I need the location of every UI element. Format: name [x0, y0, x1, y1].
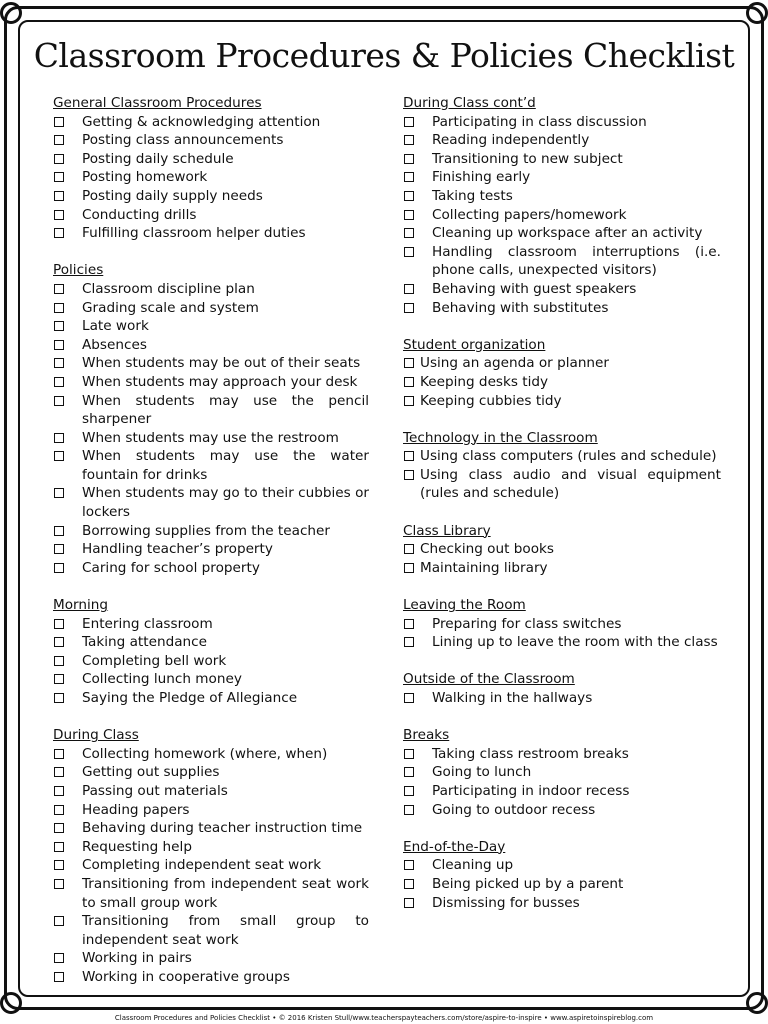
checklist-item-label: Handling classroom interruptions (i.e. phone calls, unexpected visitors) [432, 243, 721, 279]
section-end-of-day [403, 838, 721, 912]
checklist-item-label: Going to outdoor recess [432, 801, 596, 818]
checklist-item-label: Collecting homework (where, when) [82, 745, 328, 762]
checklist-item-label: Transitioning from independent seat work to small group work [82, 875, 369, 911]
checklist-item [53, 559, 369, 578]
checklist-item [53, 224, 369, 243]
checkbox-icon[interactable] [54, 284, 64, 294]
checkbox-icon[interactable] [54, 433, 64, 443]
checklist-item [403, 354, 721, 373]
checklist-item [53, 280, 369, 299]
checkbox-icon[interactable] [404, 154, 414, 164]
checkbox-icon[interactable] [54, 749, 64, 759]
checkbox-icon[interactable] [404, 879, 414, 889]
checkbox-icon[interactable] [404, 451, 414, 461]
section-title: Technology in the Classroom [403, 429, 598, 446]
checkbox-icon[interactable] [404, 749, 414, 759]
checkbox-icon[interactable] [404, 396, 414, 406]
checkbox-icon[interactable] [404, 191, 414, 201]
checklist-item [403, 689, 721, 708]
section-title: During Class cont’d [403, 95, 536, 111]
checklist-item-label: Getting & acknowledging attention [82, 113, 321, 130]
checkbox-icon[interactable] [54, 321, 64, 331]
checklist-item [53, 912, 369, 949]
checklist-item-label: Getting out supplies [82, 764, 220, 781]
checkbox-icon[interactable] [54, 544, 64, 554]
checklist-item [53, 131, 369, 150]
checkbox-icon[interactable] [54, 674, 64, 684]
checklist-item-label: Behaving with substitutes [432, 299, 609, 316]
checklist-item [403, 187, 721, 206]
checkbox-icon[interactable] [54, 228, 64, 238]
checklist-item [53, 540, 369, 559]
checklist-item-label: Taking attendance [82, 634, 207, 651]
checklist-item-label: Posting daily supply needs [82, 187, 263, 204]
checkbox-icon[interactable] [54, 693, 64, 703]
checklist-item [53, 429, 369, 448]
checkbox-icon[interactable] [54, 117, 64, 127]
checklist-item [53, 354, 369, 373]
checklist-item-label: Going to lunch [432, 764, 532, 781]
checklist-item [403, 280, 721, 299]
checklist-item-label: Working in pairs [82, 950, 192, 967]
checklist-item [403, 615, 721, 634]
checklist-item [403, 745, 721, 764]
section-class-library [403, 522, 721, 578]
checkbox-icon[interactable] [54, 358, 64, 368]
checklist-item-label: Completing independent seat work [82, 857, 322, 874]
checkbox-icon[interactable] [54, 154, 64, 164]
checklist-item [403, 633, 721, 652]
checklist-item-label: Grading scale and system [82, 299, 259, 316]
checkbox-icon[interactable] [54, 526, 64, 536]
checklist-item-label: Keeping cubbies tidy [420, 392, 562, 409]
checklist-item [53, 875, 369, 912]
checkbox-icon[interactable] [54, 488, 64, 498]
checkbox-icon[interactable] [404, 284, 414, 294]
checklist-item [53, 801, 369, 820]
checklist-item-label: Posting homework [82, 169, 208, 186]
section-title: Leaving the Room [403, 597, 526, 614]
checkbox-icon[interactable] [54, 396, 64, 406]
checklist-item-label: Completing bell work [82, 652, 227, 669]
checklist-item [403, 447, 721, 466]
section-during-class-cont [403, 94, 721, 317]
checkbox-icon[interactable] [404, 786, 414, 796]
checklist-item-label: Behaving with guest speakers [432, 280, 637, 297]
checklist-item-label: Handling teacher’s property [82, 541, 273, 558]
checklist-item [403, 224, 721, 243]
checklist-item-label: Maintaining library [420, 559, 548, 576]
checklist-item-label: Late work [82, 318, 149, 335]
checklist-item [53, 763, 369, 782]
checkbox-icon[interactable] [54, 377, 64, 387]
checklist-item-label: When students may use the water fountain for drinks [82, 448, 369, 483]
checkbox-icon[interactable] [54, 563, 64, 573]
checkbox-icon[interactable] [404, 637, 414, 647]
checklist-item [403, 540, 721, 559]
checkbox-icon[interactable] [54, 451, 64, 461]
checklist-item-label: Transitioning from small group to independent seat work [82, 913, 369, 948]
checkbox-icon[interactable] [54, 303, 64, 313]
corner-flourish-bottom-left [0, 992, 22, 1014]
checklist-item-label: Participating in indoor recess [432, 782, 630, 799]
checklist-item [53, 299, 369, 318]
checklist-item-label: Requesting help [82, 838, 192, 855]
checklist-item-label: When students may use the pencil sharpener [82, 392, 369, 428]
checklist-item [53, 317, 369, 336]
checkbox-icon[interactable] [404, 563, 414, 573]
section-technology [403, 429, 721, 503]
checklist-item [403, 150, 721, 169]
section-title: Morning [53, 597, 109, 614]
checklist-item-label: Reading independently [432, 132, 590, 149]
checklist-item-label: Transitioning to new subject [432, 150, 623, 167]
section-title: During Class [53, 727, 139, 744]
checklist-item-label: Behaving during teacher instruction time [82, 820, 363, 837]
checklist-item-label: Taking tests [432, 187, 513, 204]
right-column [403, 94, 721, 931]
checklist-item-label: Posting daily schedule [82, 150, 234, 167]
checklist-item-label: When students may go to their cubbies or lockers [82, 485, 369, 521]
checklist-item-label: Working in cooperative groups [82, 968, 290, 985]
checklist-item [53, 447, 369, 484]
checkbox-icon[interactable] [54, 786, 64, 796]
checkbox-icon[interactable] [54, 879, 64, 889]
checklist-item [403, 243, 721, 280]
checklist-item-label: Entering classroom [82, 615, 213, 632]
checkbox-icon[interactable] [404, 135, 414, 145]
checklist-item-label: Collecting papers/homework [432, 206, 627, 223]
checkbox-icon[interactable] [404, 117, 414, 127]
checklist-item [403, 299, 721, 318]
checkbox-icon[interactable] [404, 172, 414, 182]
checkbox-icon[interactable] [404, 544, 414, 554]
checkbox-icon[interactable] [54, 953, 64, 963]
corner-flourish-top-left [0, 2, 22, 24]
checklist-item-label: Preparing for class switches [432, 615, 622, 632]
checklist-item-label: Cleaning up workspace after an activity [432, 225, 703, 242]
section-title: Outside of the Classroom [403, 671, 575, 688]
section-title: Breaks [403, 727, 450, 744]
section-outside-classroom [403, 670, 721, 707]
checklist-item [53, 187, 369, 206]
checkbox-icon[interactable] [54, 340, 64, 350]
checklist-item [403, 559, 721, 578]
checklist-item [53, 392, 369, 429]
checklist-item-label: Collecting lunch money [82, 671, 242, 688]
checklist-item [403, 131, 721, 150]
checklist-item [53, 484, 369, 521]
checkbox-icon[interactable] [54, 972, 64, 982]
checklist-item [53, 782, 369, 801]
section-breaks [403, 726, 721, 819]
checklist-item-label: Lining up to leave the room with the class [432, 634, 718, 651]
corner-flourish-top-right [746, 2, 768, 24]
checklist-item [53, 949, 369, 968]
checklist-item-label: Posting class announcements [82, 132, 284, 149]
checklist-item [403, 782, 721, 801]
checkbox-icon[interactable] [54, 619, 64, 629]
checklist-item [53, 522, 369, 541]
checklist-item [53, 652, 369, 671]
checkbox-icon[interactable] [404, 210, 414, 220]
page-title: Classroom Procedures & Policies Checklist [33, 36, 735, 75]
checklist-item-label: Checking out books [420, 541, 554, 558]
footer-credit: Classroom Procedures and Policies Checklist • © 2016 Kristen Stull/www.teacherspayteachers.com/store/aspire-to-inspire • www.aspiretoinspireblog.com [114, 1014, 654, 1022]
checklist-item-label: Passing out materials [82, 782, 228, 799]
checklist-item [53, 819, 369, 838]
checklist-item [53, 336, 369, 355]
checklist-item [403, 856, 721, 875]
checklist-item [53, 856, 369, 875]
checklist-item [53, 670, 369, 689]
checkbox-icon[interactable] [404, 767, 414, 777]
checkbox-icon[interactable] [54, 767, 64, 777]
checkbox-icon[interactable] [404, 470, 414, 480]
checkbox-icon[interactable] [54, 860, 64, 870]
section-leaving-room [403, 596, 721, 652]
checkbox-icon[interactable] [404, 247, 414, 257]
checklist-item [53, 968, 369, 987]
checkbox-icon[interactable] [404, 860, 414, 870]
checkbox-icon[interactable] [404, 358, 414, 368]
checklist-item [53, 745, 369, 764]
checklist-item [53, 838, 369, 857]
checkbox-icon[interactable] [404, 805, 414, 815]
section-general [53, 94, 369, 243]
section-title: Policies [53, 262, 104, 279]
checklist-item [403, 875, 721, 894]
section-title: End-of-the-Day [403, 838, 506, 855]
checkbox-icon[interactable] [54, 916, 64, 926]
checklist-item [53, 206, 369, 225]
checklist-item-label: Heading papers [82, 801, 190, 818]
checkbox-icon[interactable] [54, 656, 64, 666]
checkbox-icon[interactable] [54, 210, 64, 220]
checklist-item-label: Using class computers (rules and schedule) [420, 448, 717, 465]
checklist-item-label: Taking class restroom breaks [432, 745, 629, 762]
checkbox-icon[interactable] [54, 637, 64, 647]
checklist-item [403, 894, 721, 913]
checklist-item-label: Fulfilling classroom helper duties [82, 225, 306, 242]
checkbox-icon[interactable] [54, 805, 64, 815]
checklist-item [403, 206, 721, 225]
checklist-item-label: Caring for school property [82, 559, 260, 576]
section-policies [53, 261, 369, 577]
checklist-item [53, 373, 369, 392]
checkbox-icon[interactable] [54, 842, 64, 852]
checkbox-icon[interactable] [54, 135, 64, 145]
checklist-item [53, 689, 369, 708]
checklist-item-label: Keeping desks tidy [420, 373, 549, 390]
checklist-item-label: Being picked up by a parent [432, 875, 624, 892]
checklist-item [403, 466, 721, 503]
checkbox-icon[interactable] [54, 823, 64, 833]
checklist-item-label: When students may approach your desk [82, 373, 358, 390]
checklist-item-label: Absences [82, 336, 147, 353]
checklist-item [403, 801, 721, 820]
checklist-item-label: Conducting drills [82, 206, 197, 223]
checklist-item [53, 633, 369, 652]
checkbox-icon[interactable] [404, 619, 414, 629]
checklist-item [403, 168, 721, 187]
checklist-item-label: Using class audio and visual equipment (rules and schedule) [420, 466, 721, 502]
corner-flourish-bottom-right [746, 992, 768, 1014]
section-during-class [53, 726, 369, 986]
checkbox-icon[interactable] [404, 228, 414, 238]
checklist-item [53, 113, 369, 132]
checklist-item [403, 113, 721, 132]
checkbox-icon[interactable] [54, 172, 64, 182]
section-title: Class Library [403, 522, 491, 539]
checklist-item-label: When students may use the restroom [82, 429, 339, 446]
left-column [53, 94, 369, 1005]
checklist-item-label: Finishing early [432, 169, 531, 186]
checklist-item [403, 763, 721, 782]
checklist-item-label: Participating in class discussion [432, 113, 647, 130]
section-title: Student organization [403, 336, 546, 353]
checkbox-icon[interactable] [404, 377, 414, 387]
checklist-item-label: Saying the Pledge of Allegiance [82, 690, 298, 706]
checklist-item-label: Dismissing for busses [432, 894, 580, 911]
checklist-item [53, 615, 369, 634]
checklist-item-label: When students may be out of their seats [82, 355, 361, 372]
checklist-item-label: Walking in the hallways [432, 690, 593, 706]
checkbox-icon[interactable] [404, 898, 414, 908]
section-student-organization [403, 336, 721, 410]
checklist-item-label: Cleaning up [432, 857, 514, 874]
checklist-item [53, 168, 369, 187]
checklist-item-label: Using an agenda or planner [420, 355, 610, 372]
section-morning [53, 596, 369, 708]
checklist-item-label: Borrowing supplies from the teacher [82, 522, 330, 539]
checklist-item [403, 373, 721, 392]
checklist-item [403, 392, 721, 411]
checkbox-icon[interactable] [404, 303, 414, 313]
section-title: General Classroom Procedures [53, 95, 262, 111]
checklist-item [53, 150, 369, 169]
checklist-item-label: Classroom discipline plan [82, 280, 255, 297]
checkbox-icon[interactable] [404, 693, 414, 703]
checkbox-icon[interactable] [54, 191, 64, 201]
